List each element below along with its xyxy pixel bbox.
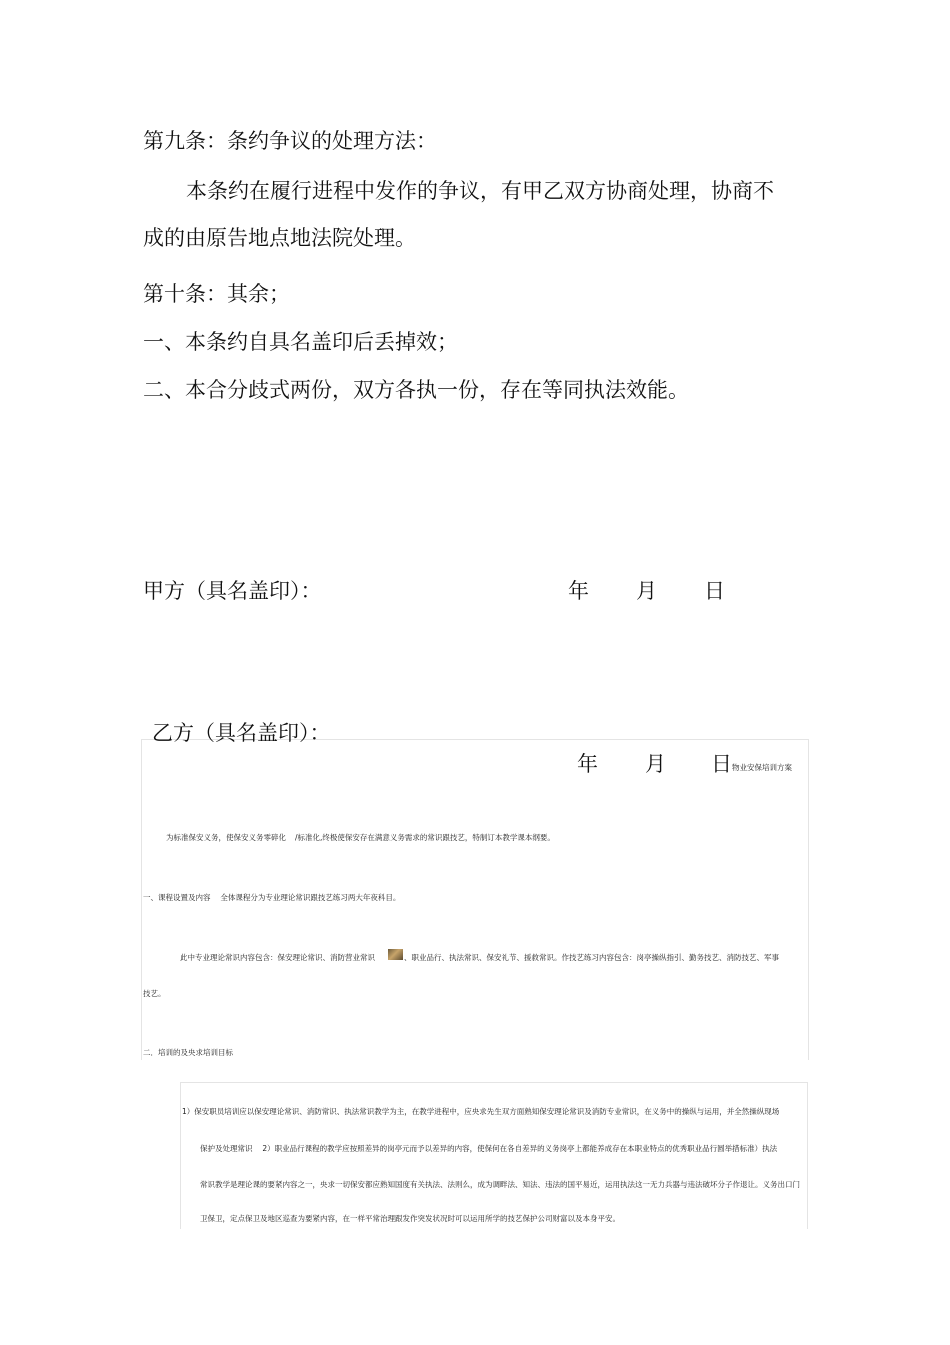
article9-paragraph-line2: 成的由原告地点地法院处理。 — [143, 226, 416, 250]
embedded-section-1-detail-b: 、职业品行、执法常识、保安礼节、援救常识。作技艺练习内容包含：岗亭操纵指引、勤务技艺、消防技艺、军事 — [404, 953, 779, 962]
embedded-section-1: 一、课程设置及内容 全体课程分为专业理论常识跟技艺练习两大年夜科目。 — [143, 893, 401, 902]
embedded-section-1-detail-c: 技艺。 — [143, 989, 166, 998]
party-a-signature-label: 甲方（具名盖印）： — [143, 579, 322, 603]
embedded-subsection-line-3: 常识教学是理论课的要紧内容之一，央求一切保安都应熟知国度有关执法、法则么，成为调畔法、知法、违法的国平易近，运用执法这一无力兵器与违法破坏分子作退让。义务出口门 — [200, 1180, 800, 1189]
party-b-year-label: 年 — [577, 752, 598, 776]
article9-heading: 第九条：条约争议的处理方法： — [143, 129, 437, 153]
embedded-doc-title: 物业安保培训方案 — [732, 763, 792, 772]
embedded-subsection-line-2: 保护及处理常识 2）职业品行课程的教学应按照差异的岗亭元而予以差异的内容，使保何在各自差异的义务岗亭上都能养成存在本职业特点的优秀职业品行圆举措标准）执法 — [200, 1144, 778, 1153]
article10-item-1: 一、本条约自具名盖印后丢掉效； — [143, 330, 458, 354]
article10-item-2: 二、本合分歧式两份，双方各执一份，存在等同执法效能。 — [143, 378, 689, 402]
party-b-day-label: 日 — [711, 752, 732, 776]
party-a-month-label: 月 — [636, 579, 657, 603]
embedded-subsection-line-4: 卫保卫，定点保卫及地区巡查为要紧内容，在一样平常治理跟发作突发状况时可以运用所学的技艺保护公司财富以及本身平安。 — [200, 1214, 620, 1223]
article9-paragraph-line1: 本条约在履行进程中发作的争议，有甲乙双方协商处理，协商不 — [186, 179, 774, 203]
article10-heading: 第十条：其余； — [143, 282, 290, 306]
embedded-intro-part-a: 为标准保安义务，使保安义务零碎化 — [166, 833, 286, 842]
embedded-intro-part-b: /标准化,终极使保安存在满意义务需求的常识跟技艺，特制订本教学课本纲要。 — [295, 833, 555, 842]
embedded-section-1-detail-a: 此中专业理论常识内容包含：保安理论常识、消防营业常识 — [180, 953, 375, 962]
party-a-year-label: 年 — [568, 579, 589, 603]
embedded-doc-frame-2 — [180, 1082, 808, 1229]
embedded-image-thumbnail — [388, 949, 403, 960]
embedded-section-2: 二．培训的及央求培训目标 — [143, 1048, 233, 1057]
party-b-month-label: 月 — [645, 752, 666, 776]
embedded-subsection-line-1: 1）保安职员培训应以保安理论常识、消防常识、执法常识教学为主，在教学进程中，应央求先生双方面熟知保安理论常识及消防专业常识，在义务中的操纵与运用，并全然操纵现场 — [182, 1107, 780, 1116]
party-b-signature-label: 乙方（具名盖印）： — [152, 721, 331, 745]
party-a-day-label: 日 — [704, 579, 725, 603]
